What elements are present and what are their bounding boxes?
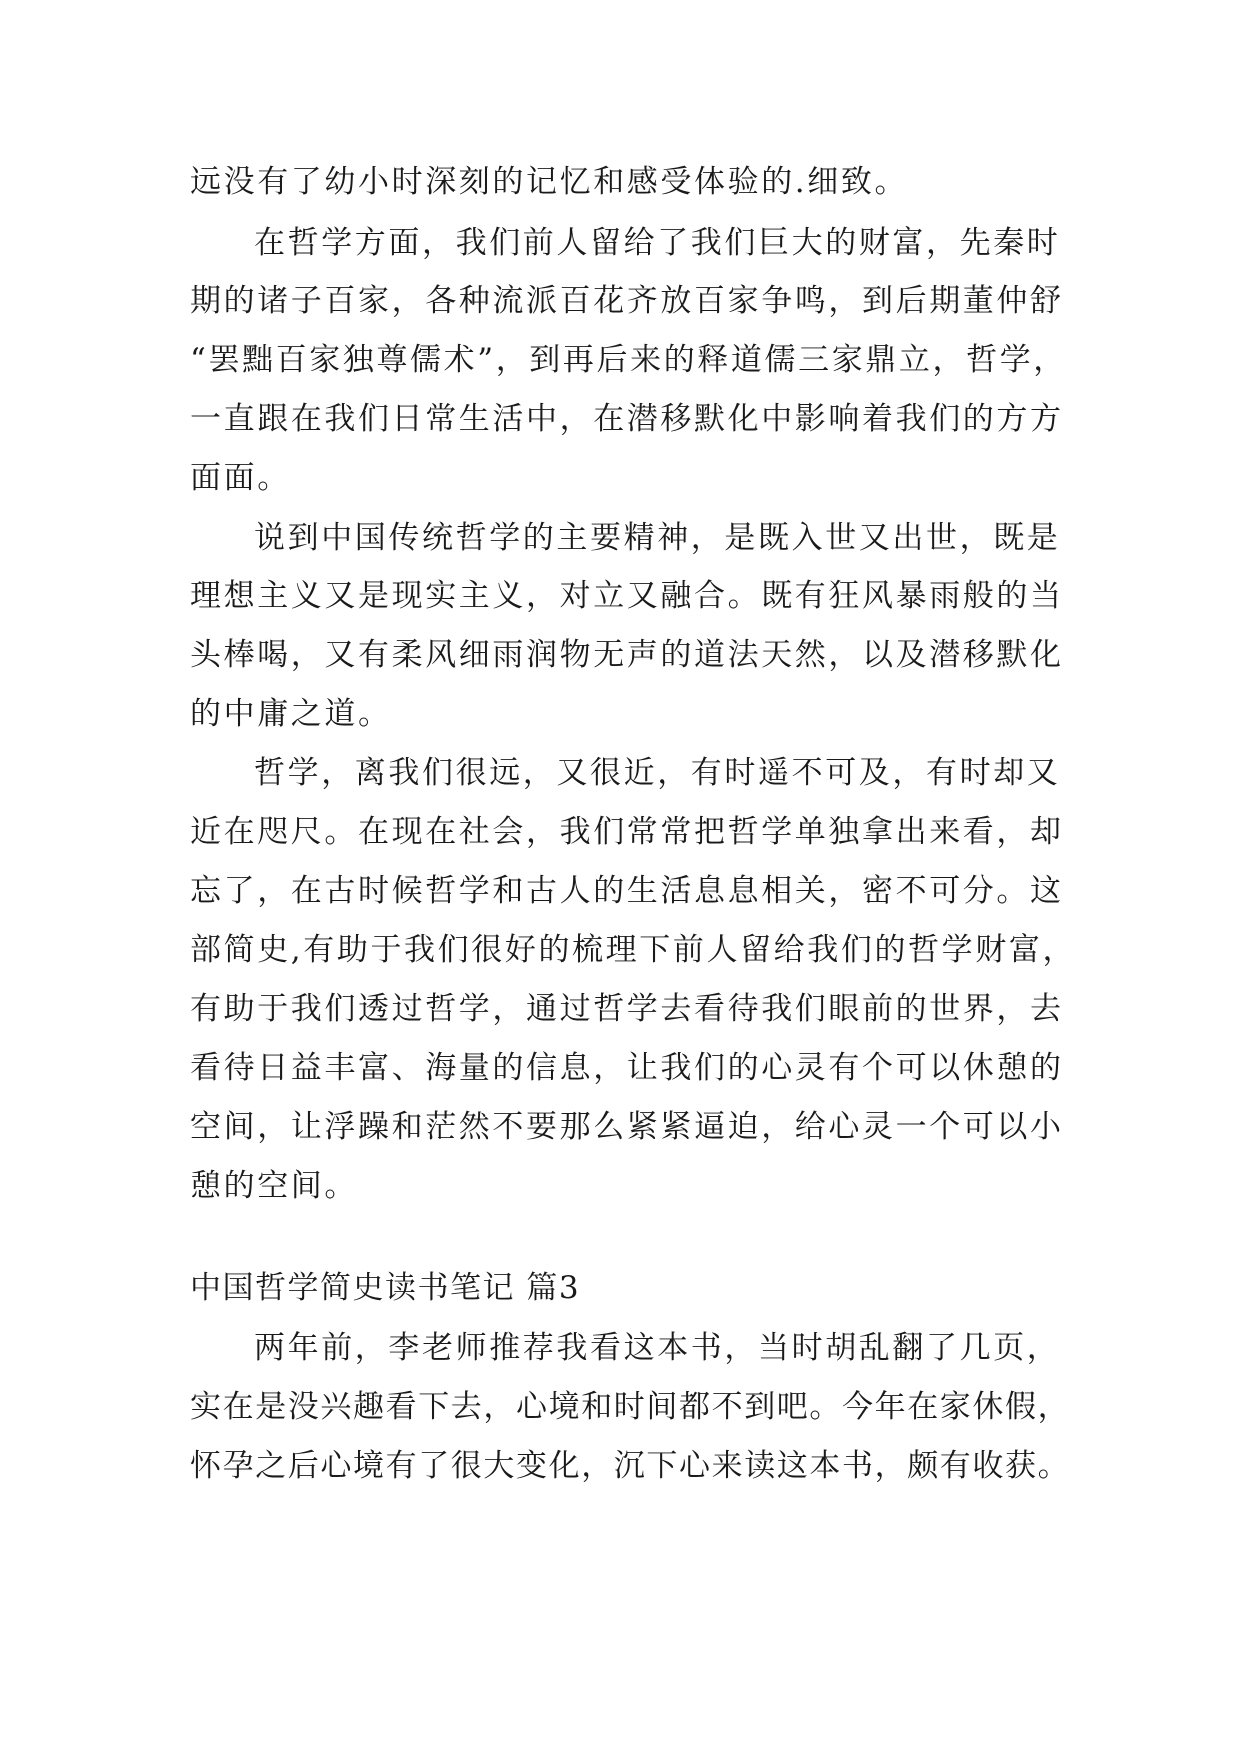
paragraph-4-line-4: 部简史,有助于我们很好的梳理下前人留给我们的哲学财富， bbox=[190, 932, 1077, 968]
paragraph-2-line-3: “罢黜百家独尊儒术”，到再后来的释道儒三家鼎立，哲学， bbox=[190, 342, 1067, 378]
paragraph-4-line-2: 近在咫尺。在现在社会，我们常常把哲学单独拿出来看，却 bbox=[190, 814, 1064, 850]
paragraph-2-line-1: 在哲学方面，我们前人留给了我们巨大的财富，先秦时 bbox=[254, 225, 1061, 261]
paragraph-3-line-3: 头棒喝，又有柔风细雨润物无声的道法天然，以及潜移默化 bbox=[190, 637, 1064, 673]
paragraph-4-line-1: 哲学，离我们很远，又很近，有时遥不可及，有时却又 bbox=[254, 755, 1061, 791]
paragraph-5-line-2: 实在是没兴趣看下去，心境和时间都不到吧。今年在家休假， bbox=[190, 1389, 1071, 1425]
paragraph-4-line-7: 空间，让浮躁和茫然不要那么紧紧逼迫，给心灵一个可以小 bbox=[190, 1109, 1064, 1145]
paragraph-5-line-3: 怀孕之后心境有了很大变化，沉下心来读这本书，颇有收获。 bbox=[190, 1448, 1071, 1484]
paragraph-2-line-2: 期的诸子百家，各种流派百花齐放百家争鸣，到后期董仲舒 bbox=[190, 283, 1064, 319]
paragraph-4-line-8: 憩的空间。 bbox=[190, 1168, 358, 1204]
paragraph-3-line-1: 说到中国传统哲学的主要精神，是既入世又出世，既是 bbox=[254, 520, 1061, 556]
paragraph-3-line-4: 的中庸之道。 bbox=[190, 696, 392, 732]
paragraph-3-line-2: 理想主义又是现实主义，对立又融合。既有狂风暴雨般的当 bbox=[190, 578, 1064, 614]
paragraph-4-line-6: 看待日益丰富、海量的信息，让我们的心灵有个可以休憩的 bbox=[190, 1050, 1064, 1086]
paragraph-1-line-1: 远没有了幼小时深刻的记忆和感受体验的.细致。 bbox=[190, 164, 909, 200]
paragraph-2-line-4: 一直跟在我们日常生活中，在潜移默化中影响着我们的方方 bbox=[190, 401, 1064, 437]
paragraph-4-line-3: 忘了，在古时候哲学和古人的生活息息相关，密不可分。这 bbox=[190, 873, 1064, 909]
paragraph-4-line-5: 有助于我们透过哲学，通过哲学去看待我们眼前的世界，去 bbox=[190, 991, 1064, 1027]
section-heading: 中国哲学简史读书笔记 篇3 bbox=[190, 1270, 581, 1306]
paragraph-2-line-5: 面面。 bbox=[190, 460, 291, 496]
paragraph-5-line-1: 两年前，李老师推荐我看这本书，当时胡乱翻了几页， bbox=[254, 1330, 1061, 1366]
